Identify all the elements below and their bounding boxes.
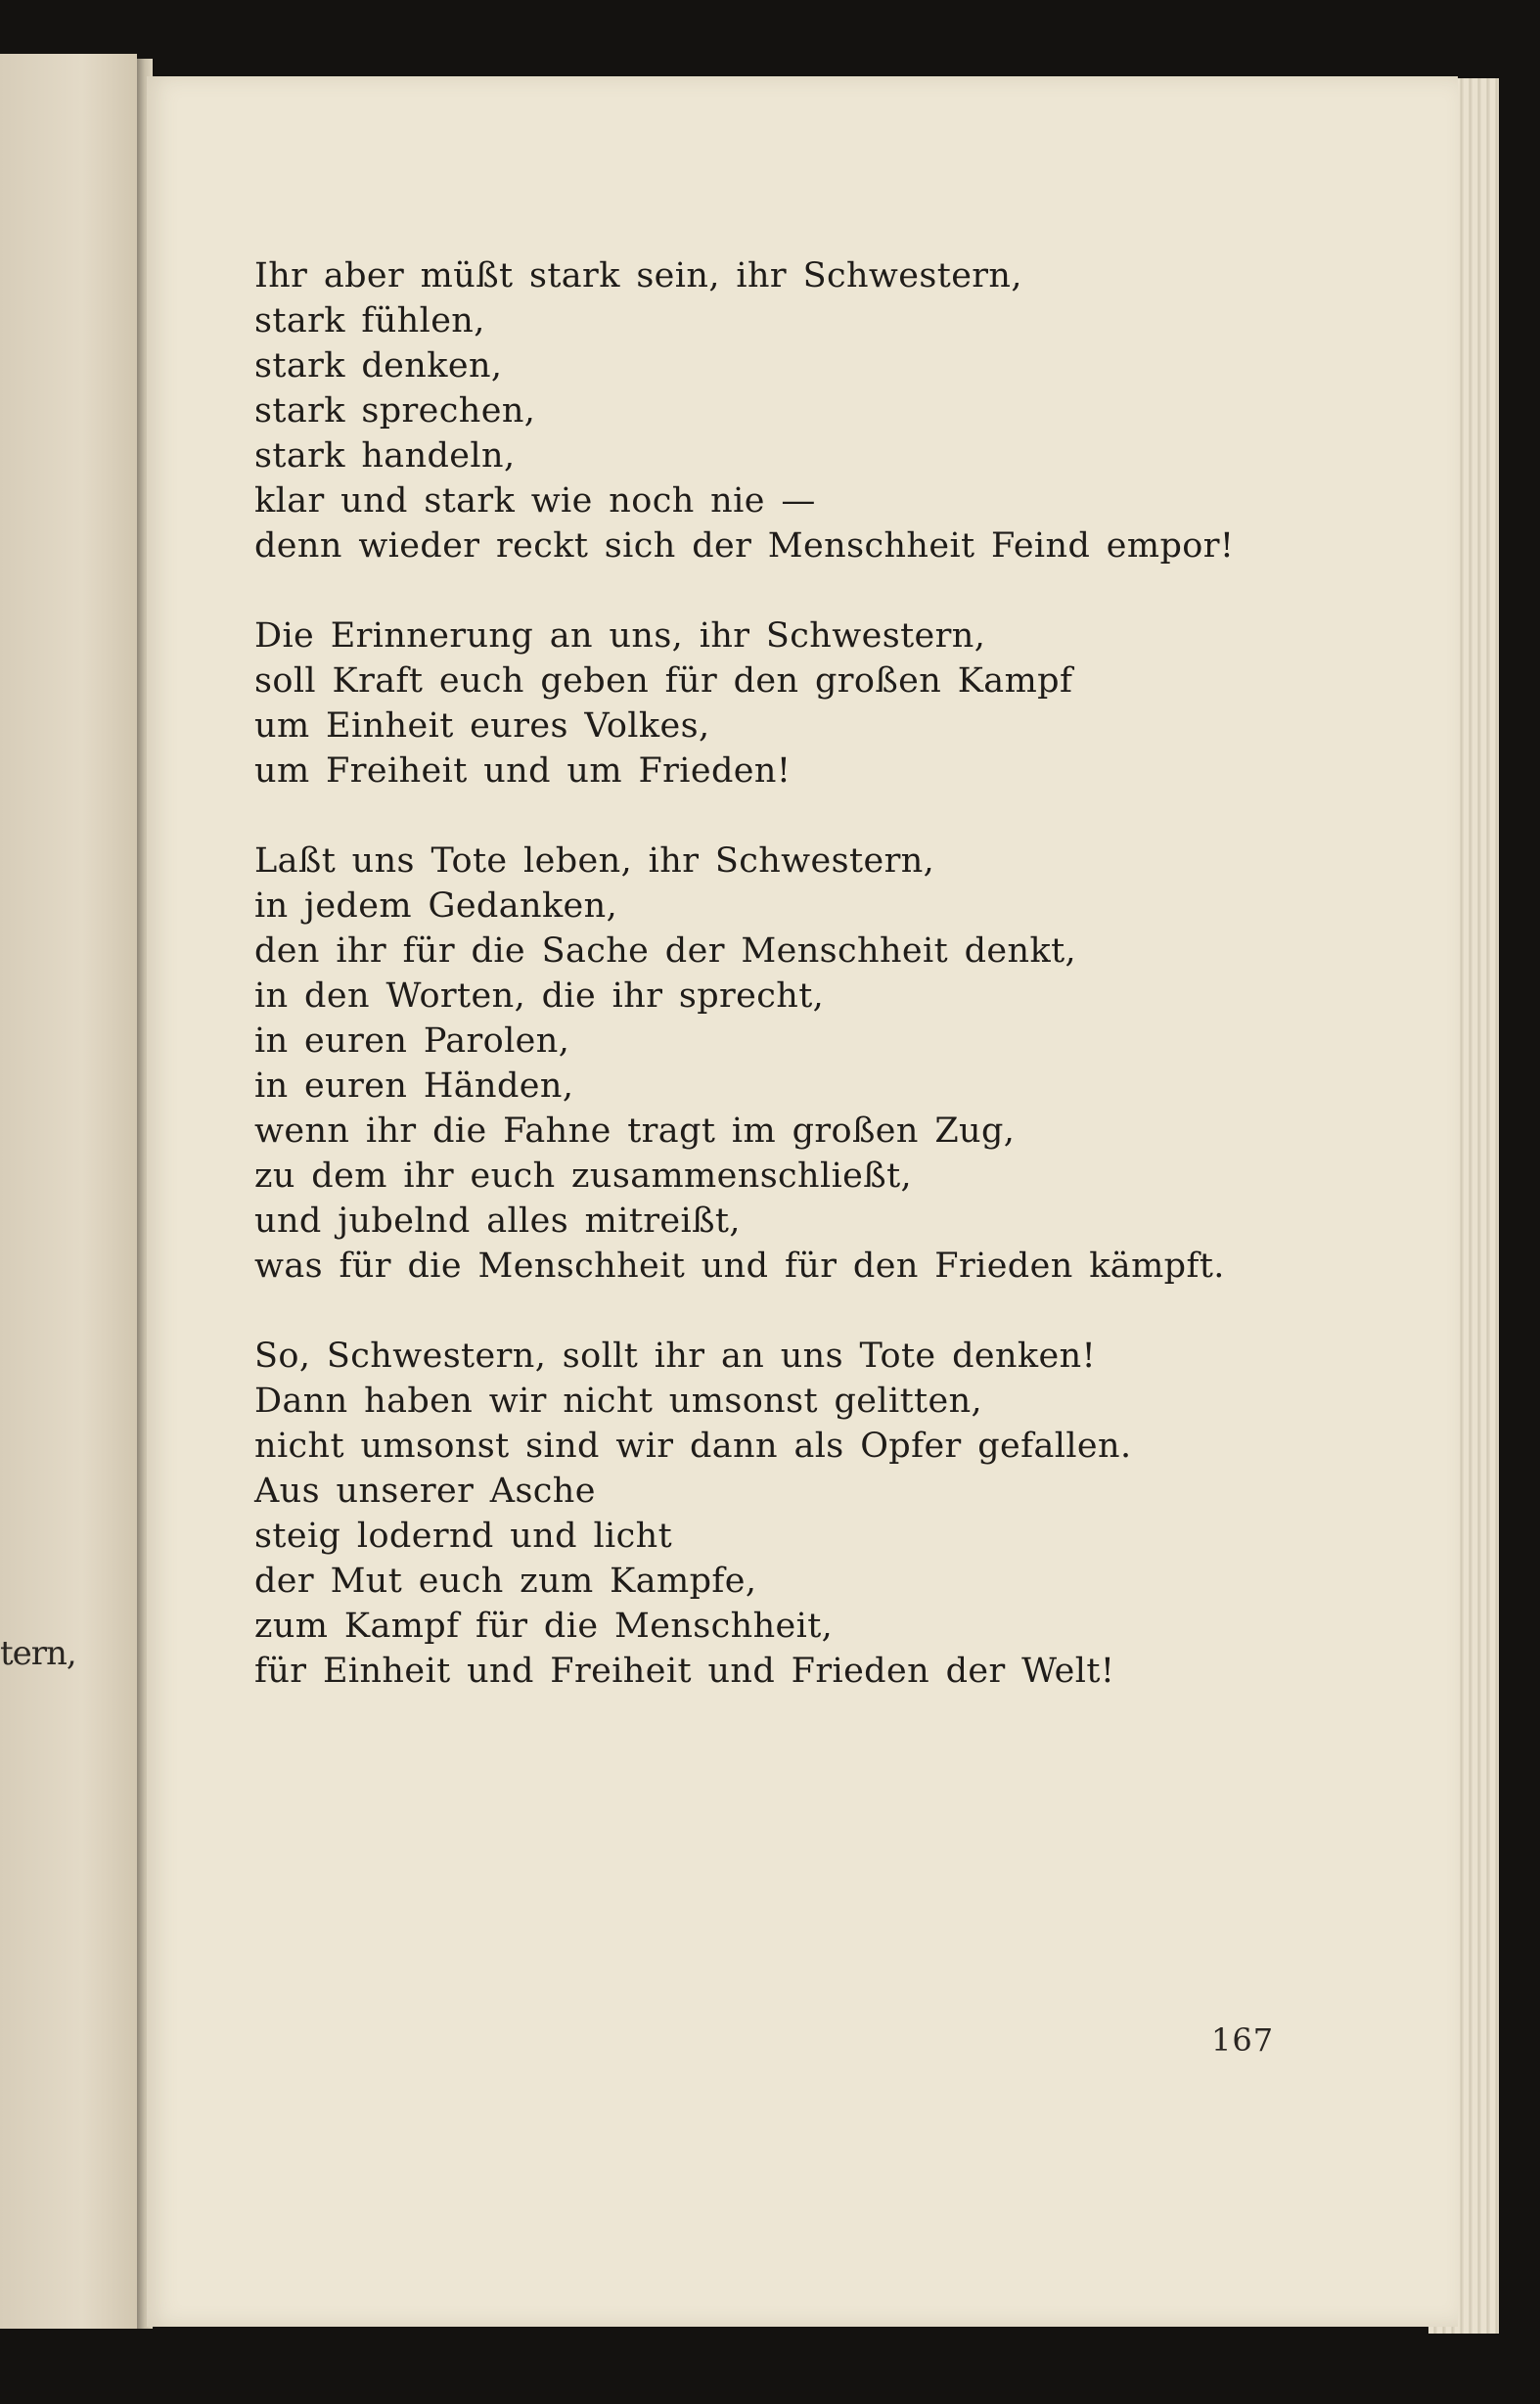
poem-line: stark handeln, <box>254 436 516 476</box>
poem-line: und jubelnd alles mitreißt, <box>254 1202 741 1241</box>
poem-line: stark fühlen, <box>254 301 485 340</box>
poem-line: in den Worten, die ihr sprecht, <box>254 976 825 1016</box>
poem-line: stark denken, <box>254 346 503 386</box>
poem-line: zu dem ihr euch zusammenschließt, <box>254 1157 913 1196</box>
poem-line: stark sprechen, <box>254 391 536 431</box>
poem-line: der Mut euch zum Kampfe, <box>254 1562 757 1601</box>
stanza <box>254 1334 1380 1694</box>
poem-line: Die Erinnerung an uns, ihr Schwestern, <box>254 616 986 656</box>
stanza <box>254 613 1380 794</box>
poem-line: Dann haben wir nicht umsonst gelitten, <box>254 1382 983 1421</box>
poem-line: in jedem Gedanken, <box>254 886 618 926</box>
stanza <box>254 253 1380 568</box>
left-page-text-fragment: tern, <box>0 1634 76 1673</box>
poem-line: in euren Parolen, <box>254 1021 570 1061</box>
poem-line: wenn ihr die Fahne tragt im großen Zug, <box>254 1111 1016 1151</box>
poem-line: soll Kraft euch geben für den großen Kampf <box>254 661 1073 701</box>
page-number: 167 <box>1211 2021 1275 2059</box>
poem-line: nicht umsonst sind wir dann als Opfer gefallen. <box>254 1427 1132 1466</box>
poem-line: Laßt uns Tote leben, ihr Schwestern, <box>254 841 935 881</box>
poem-line: um Einheit eures Volkes, <box>254 706 710 746</box>
poem-line: steig lodernd und licht <box>254 1517 673 1556</box>
left-page <box>0 54 137 2329</box>
poem-line: zum Kampf für die Menschheit, <box>254 1607 834 1646</box>
poem-line: um Freiheit und um Frieden! <box>254 751 792 791</box>
poem-line: für Einheit und Freiheit und Frieden der Welt! <box>254 1652 1115 1691</box>
stanza <box>254 839 1380 1289</box>
poem-line: Ihr aber müßt stark sein, ihr Schwestern, <box>254 256 1022 295</box>
poem-line: was für die Menschheit und für den Frieden kämpft. <box>254 1247 1225 1286</box>
poem-line: denn wieder reckt sich der Menschheit Feind empor! <box>254 526 1235 566</box>
poem-line: So, Schwestern, sollt ihr an uns Tote denken! <box>254 1337 1097 1376</box>
poem-line: Aus unserer Asche <box>254 1472 596 1511</box>
poem <box>254 253 1380 1739</box>
poem-line: den ihr für die Sache der Menschheit denkt, <box>254 931 1077 971</box>
poem-line: in euren Händen, <box>254 1066 574 1106</box>
poem-line: klar und stark wie noch nie — <box>254 481 816 521</box>
